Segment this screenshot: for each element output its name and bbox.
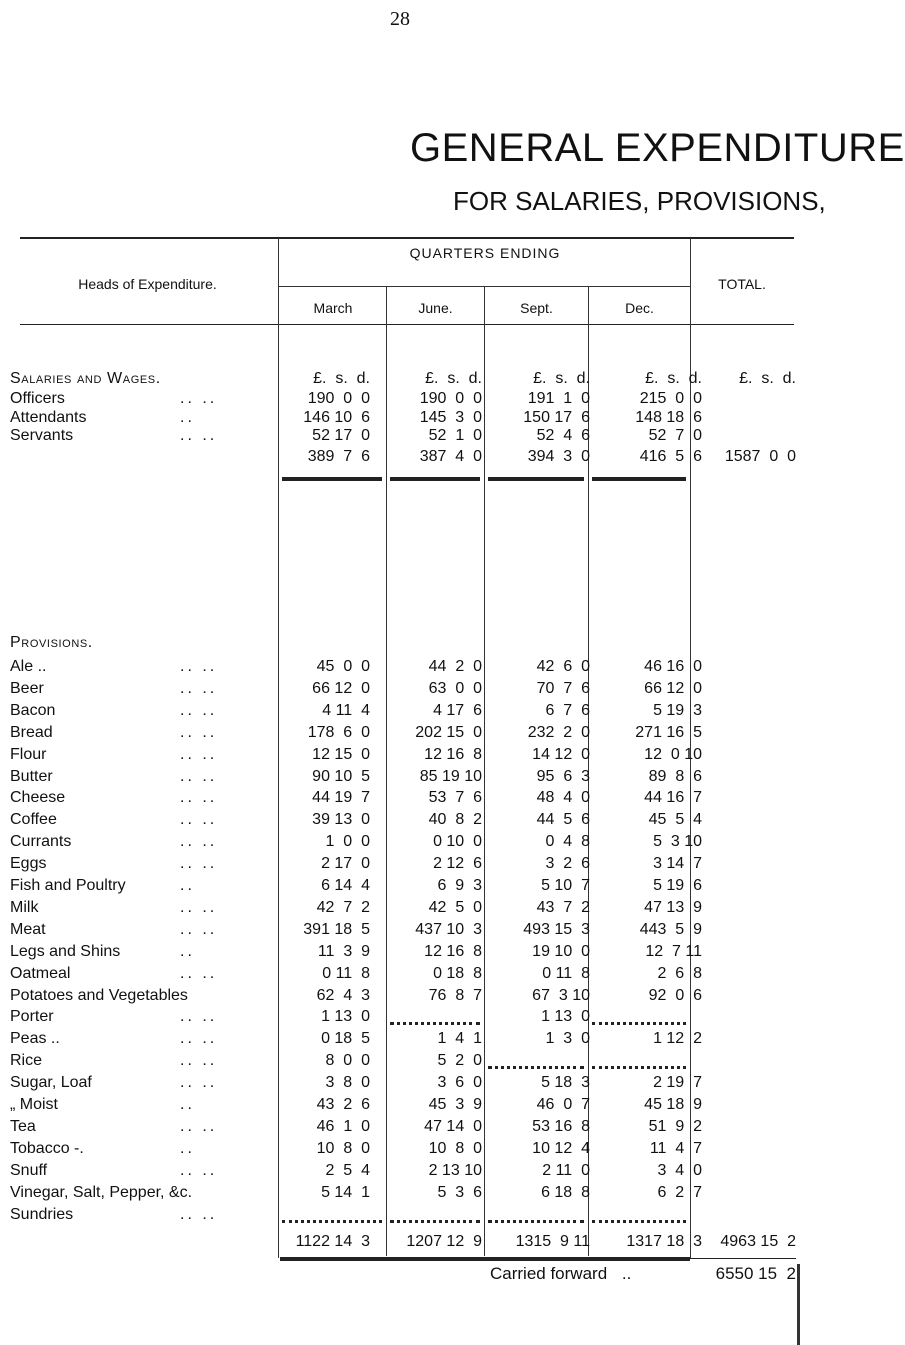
row-leader-dots: .. .. (180, 1117, 218, 1135)
currency-units: £. s. d. (739, 370, 796, 387)
value-cell: 0 18 5 (321, 1030, 370, 1048)
salaries-total-sept: 394 3 0 (527, 448, 590, 465)
value-cell: 6 18 8 (541, 1183, 590, 1201)
table-row (0, 1118, 800, 1136)
carried-forward-value: 6550 15 2 (715, 1264, 796, 1283)
row-label: Officers (10, 390, 65, 407)
row-label: Servants (10, 427, 74, 444)
page-title: GENERAL EXPENDITURE (410, 126, 905, 170)
value-cell: 4 11 4 (322, 701, 370, 719)
row-label: Rice (10, 1052, 43, 1070)
row-label: Peas .. (10, 1030, 60, 1048)
value-cell: 70 7 6 (536, 679, 590, 697)
table-row (0, 1074, 800, 1092)
value-cell: 39 13 0 (312, 811, 370, 829)
value-cell: 53 16 8 (532, 1117, 590, 1135)
table-row (0, 855, 800, 873)
value-cell: 202 15 0 (415, 723, 482, 741)
value-cell: 19 10 0 (532, 942, 590, 960)
value-cell: 85 19 10 (419, 767, 482, 785)
quarter-header-june: June. (418, 300, 453, 316)
value-cell: 67 3 10 (532, 986, 590, 1004)
row-label: Sugar, Loaf (10, 1074, 92, 1092)
value-cell: 45 3 9 (428, 1096, 482, 1113)
value-cell: 5 19 6 (653, 877, 702, 894)
value-cell: 11 4 7 (649, 1139, 702, 1157)
row-leader-dots: .. .. (180, 789, 218, 807)
value-cell: 42 6 0 (536, 658, 590, 675)
table-row (0, 409, 800, 427)
total-underline (390, 477, 480, 481)
row-label: Snuff (10, 1161, 48, 1179)
value-cell: 2 11 0 (542, 1161, 590, 1179)
row-label: Potatoes and Vegetables (10, 986, 188, 1004)
value-cell: 6 14 4 (321, 877, 370, 894)
value-cell: 62 4 3 (316, 986, 370, 1004)
value-cell: 2 13 10 (428, 1161, 482, 1179)
row-label: Eggs (10, 855, 47, 873)
empty-cell-leader (390, 1020, 480, 1025)
value-cell: 92 0 6 (648, 986, 702, 1004)
row-label: Bacon (10, 701, 56, 719)
value-cell: 0 11 8 (542, 964, 590, 982)
value-cell: 46 1 0 (316, 1117, 370, 1135)
value-cell: 437 10 3 (415, 920, 482, 938)
table-row (0, 390, 800, 408)
value-cell: 90 10 5 (312, 767, 370, 785)
provisions-total-march: 1122 14 3 (295, 1233, 370, 1250)
value-cell: 150 17 6 (523, 408, 590, 426)
row-leader-dots: .. (180, 877, 195, 894)
quarter-header-dec: Dec. (625, 300, 654, 316)
quarters-ending-header: QUARTERS ENDING (409, 245, 561, 261)
currency-units: £. s. d. (425, 370, 482, 387)
value-cell: 52 1 0 (428, 427, 482, 444)
row-leader-dots: .. .. (180, 1074, 218, 1092)
table-row (0, 833, 800, 851)
row-leader-dots: .. .. (180, 920, 218, 938)
value-cell: 44 5 6 (536, 811, 590, 829)
value-cell: 5 14 1 (321, 1183, 370, 1201)
row-leader-dots: .. .. (180, 1008, 218, 1026)
value-cell: 42 5 0 (428, 898, 482, 916)
salaries-section-label: Salaries and Wages. (10, 370, 161, 387)
value-cell: 52 4 6 (536, 427, 590, 444)
value-cell: 12 16 8 (424, 745, 482, 763)
value-cell: 51 9 2 (648, 1117, 702, 1135)
row-label: Tobacco -. (10, 1139, 84, 1157)
salaries-section-row (0, 370, 800, 388)
row-leader-dots: .. .. (180, 898, 218, 916)
value-cell: 5 18 3 (541, 1074, 590, 1092)
row-leader-dots: .. .. (180, 767, 218, 785)
value-cell: 66 12 0 (644, 679, 702, 697)
value-cell: 46 0 7 (536, 1096, 590, 1113)
value-cell: 44 2 0 (428, 658, 482, 675)
grand-total-rule (690, 1258, 796, 1259)
value-cell: 145 3 0 (419, 408, 482, 426)
value-cell: 47 14 0 (424, 1117, 482, 1135)
value-cell: 46 16 0 (644, 658, 702, 675)
value-cell: 52 7 0 (648, 427, 702, 444)
table-row (0, 1206, 800, 1224)
row-leader-dots: .. .. (180, 811, 218, 829)
row-label: Currants (10, 833, 72, 851)
row-leader-dots: .. .. (180, 1030, 218, 1048)
value-cell: 2 12 6 (433, 855, 482, 873)
table-row (0, 1184, 800, 1202)
row-leader-dots: .. .. (180, 723, 218, 741)
value-cell: 3 8 0 (325, 1074, 370, 1092)
value-cell: 148 18 6 (635, 408, 702, 426)
carried-forward-text: Carried forward (490, 1264, 608, 1283)
row-leader-dots: .. .. (180, 745, 218, 763)
row-label: Oatmeal (10, 964, 71, 982)
value-cell: 10 8 0 (316, 1139, 370, 1157)
value-cell: 6 2 7 (657, 1183, 702, 1201)
empty-cell-leader (592, 1218, 686, 1223)
row-leader-dots: .. .. (180, 964, 218, 982)
row-label: Bread (10, 723, 53, 741)
quarter-header-sept: Sept. (520, 300, 553, 316)
provisions-total-june: 1207 12 9 (406, 1233, 482, 1250)
provisions-total-sept: 1315 9 11 (515, 1233, 590, 1250)
table-row (0, 1052, 800, 1070)
value-cell: 43 2 6 (316, 1096, 370, 1113)
value-cell: 40 8 2 (428, 811, 482, 829)
row-leader-dots: .. .. (180, 679, 218, 697)
row-label: Sundries (10, 1205, 74, 1223)
value-cell: 5 3 10 (653, 833, 702, 851)
value-cell: 391 18 5 (303, 920, 370, 938)
value-cell: 3 2 6 (545, 855, 590, 873)
table-top-rule (20, 237, 794, 239)
provisions-grand-total: 4963 15 2 (720, 1233, 796, 1250)
salaries-total-june: 387 4 0 (419, 448, 482, 465)
value-cell: 0 18 8 (433, 964, 482, 982)
value-cell: 5 3 6 (437, 1183, 482, 1201)
table-row (0, 746, 800, 764)
value-cell: 2 6 8 (657, 964, 702, 982)
salaries-total-row (0, 448, 800, 466)
table-row (0, 1140, 800, 1158)
row-label: Meat (10, 920, 46, 938)
row-leader-dots: .. .. (180, 1161, 218, 1179)
table-row (0, 877, 800, 895)
value-cell: 45 0 0 (316, 658, 370, 675)
value-cell: 1 12 2 (653, 1030, 702, 1048)
row-leader-dots: .. .. (180, 855, 218, 873)
value-cell: 3 4 0 (657, 1161, 702, 1179)
value-cell: 1 13 0 (321, 1008, 370, 1026)
provisions-section-row (0, 634, 800, 652)
value-cell: 191 1 0 (527, 390, 590, 407)
row-leader-dots: .. .. (180, 1052, 218, 1070)
empty-cell-leader (390, 1218, 480, 1223)
empty-cell-leader (488, 1218, 584, 1223)
value-cell: 5 2 0 (437, 1052, 482, 1070)
salaries-total-dec: 416 5 6 (639, 448, 702, 465)
heads-of-expenditure-header: Heads of Expenditure. (78, 276, 217, 292)
salaries-grand-total: 1587 0 0 (724, 448, 796, 465)
value-cell: 43 7 2 (536, 898, 590, 916)
value-cell: 44 16 7 (644, 789, 702, 807)
table-row (0, 427, 800, 445)
row-label: Butter (10, 767, 53, 785)
page-number: 28 (390, 8, 410, 30)
value-cell: 5 10 7 (541, 877, 590, 894)
value-cell: 2 19 7 (653, 1074, 702, 1092)
total-header: TOTAL. (718, 276, 766, 292)
provisions-total-dec: 1317 18 3 (626, 1233, 702, 1250)
value-cell: 47 13 9 (644, 898, 702, 916)
provisions-total-row (0, 1233, 800, 1251)
row-label: Fish and Poultry (10, 877, 126, 894)
value-cell: 215 0 0 (639, 390, 702, 407)
value-cell: 44 19 7 (312, 789, 370, 807)
page-subtitle: FOR SALARIES, PROVISIONS, (453, 186, 826, 216)
value-cell: 12 15 0 (312, 745, 370, 763)
table-row (0, 811, 800, 829)
empty-cell-leader (282, 1218, 382, 1223)
row-label: Legs and Shins (10, 942, 121, 960)
table-row (0, 943, 800, 961)
value-cell: 52 17 0 (312, 427, 370, 444)
total-underline (280, 1257, 690, 1261)
row-leader-dots: .. .. (180, 701, 218, 719)
value-cell: 14 12 0 (532, 745, 590, 763)
value-cell: 1 4 1 (437, 1030, 482, 1048)
value-cell: 493 15 3 (523, 920, 590, 938)
total-underline (488, 477, 584, 481)
value-cell: 232 2 0 (527, 723, 590, 741)
value-cell: 0 10 0 (433, 833, 482, 851)
value-cell: 89 8 6 (648, 767, 702, 785)
row-label: Porter (10, 1008, 54, 1026)
value-cell: 42 7 2 (316, 898, 370, 916)
value-cell: 190 0 0 (419, 390, 482, 407)
row-label: Attendants (10, 408, 87, 426)
value-cell: 45 5 4 (648, 811, 702, 829)
value-cell: 1 13 0 (541, 1008, 590, 1026)
row-label: Coffee (10, 811, 57, 829)
empty-cell-leader (488, 1064, 584, 1069)
value-cell: 63 0 0 (428, 679, 482, 697)
value-cell: 271 16 5 (635, 723, 702, 741)
table-row (0, 1096, 800, 1114)
row-leader-dots: .. .. (180, 1205, 218, 1223)
empty-cell-leader (592, 1020, 686, 1025)
row-leader-dots: .. .. (180, 658, 218, 675)
row-label: Tea (10, 1117, 36, 1135)
currency-units: £. s. d. (645, 370, 702, 387)
currency-units: £. s. d. (533, 370, 590, 387)
empty-cell-leader (592, 1064, 686, 1069)
value-cell: 0 11 8 (322, 964, 370, 982)
value-cell: 10 12 4 (532, 1139, 590, 1157)
page-edge-mark (797, 1264, 800, 1345)
value-cell: 53 7 6 (428, 789, 482, 807)
table-row (0, 987, 800, 1005)
row-leader-dots: .. (180, 1096, 195, 1113)
table-row (0, 658, 800, 676)
table-row (0, 768, 800, 786)
row-label: Ale .. (10, 658, 47, 675)
carried-forward-label (490, 1264, 631, 1284)
table-row (0, 1008, 800, 1026)
currency-units: £. s. d. (313, 370, 370, 387)
value-cell: 2 17 0 (321, 855, 370, 873)
total-underline (592, 477, 686, 481)
value-cell: 66 12 0 (312, 679, 370, 697)
table-row (0, 899, 800, 917)
value-cell: 12 0 10 (644, 745, 702, 763)
value-cell: 1 3 0 (545, 1030, 590, 1048)
header-bottom-rule (20, 324, 794, 325)
row-leader-dots: .. (180, 942, 195, 960)
row-label: „ Moist (10, 1096, 58, 1113)
row-leader-dots: .. (180, 1139, 195, 1157)
carried-forward-leader: .. (621, 1264, 632, 1283)
value-cell: 10 8 0 (428, 1139, 482, 1157)
value-cell: 76 8 7 (428, 986, 482, 1004)
quarter-header-march: March (313, 300, 353, 316)
table-row (0, 1030, 800, 1048)
table-row (0, 680, 800, 698)
value-cell: 1 0 0 (325, 833, 370, 851)
table-row (0, 1162, 800, 1180)
value-cell: 3 14 7 (653, 855, 702, 873)
value-cell: 5 19 3 (653, 701, 702, 719)
value-cell: 2 5 4 (325, 1161, 370, 1179)
table-row (0, 789, 800, 807)
row-label: Beer (10, 679, 44, 697)
row-label: Flour (10, 745, 47, 763)
value-cell: 45 18 9 (644, 1096, 702, 1113)
value-cell: 3 6 0 (437, 1074, 482, 1092)
value-cell: 6 9 3 (437, 877, 482, 894)
table-row (0, 921, 800, 939)
provisions-section-label: Provisions. (10, 634, 93, 651)
value-cell: 178 6 0 (307, 723, 370, 741)
row-leader-dots: .. .. (180, 390, 218, 407)
row-leader-dots: .. .. (180, 427, 218, 444)
row-label: Milk (10, 898, 39, 916)
total-underline (282, 477, 382, 481)
table-row (0, 965, 800, 983)
row-leader-dots: .. .. (180, 833, 218, 851)
value-cell: 6 7 6 (545, 701, 590, 719)
salaries-total-march: 389 7 6 (307, 448, 370, 465)
value-cell: 95 6 3 (536, 767, 590, 785)
value-cell: 8 0 0 (325, 1052, 370, 1070)
value-cell: 48 4 0 (536, 789, 590, 807)
value-cell: 12 7 11 (645, 942, 702, 960)
value-cell: 4 17 6 (433, 701, 482, 719)
value-cell: 0 4 8 (545, 833, 590, 851)
value-cell: 190 0 0 (307, 390, 370, 407)
row-label: Cheese (10, 789, 66, 807)
row-leader-dots: .. (180, 408, 195, 426)
value-cell: 443 5 9 (639, 920, 702, 938)
table-row (0, 702, 800, 720)
value-cell: 11 3 9 (317, 942, 370, 960)
table-row (0, 724, 800, 742)
value-cell: 12 16 8 (424, 942, 482, 960)
value-cell: 146 10 6 (303, 408, 370, 426)
row-label: Vinegar, Salt, Pepper, &c. (10, 1183, 193, 1201)
